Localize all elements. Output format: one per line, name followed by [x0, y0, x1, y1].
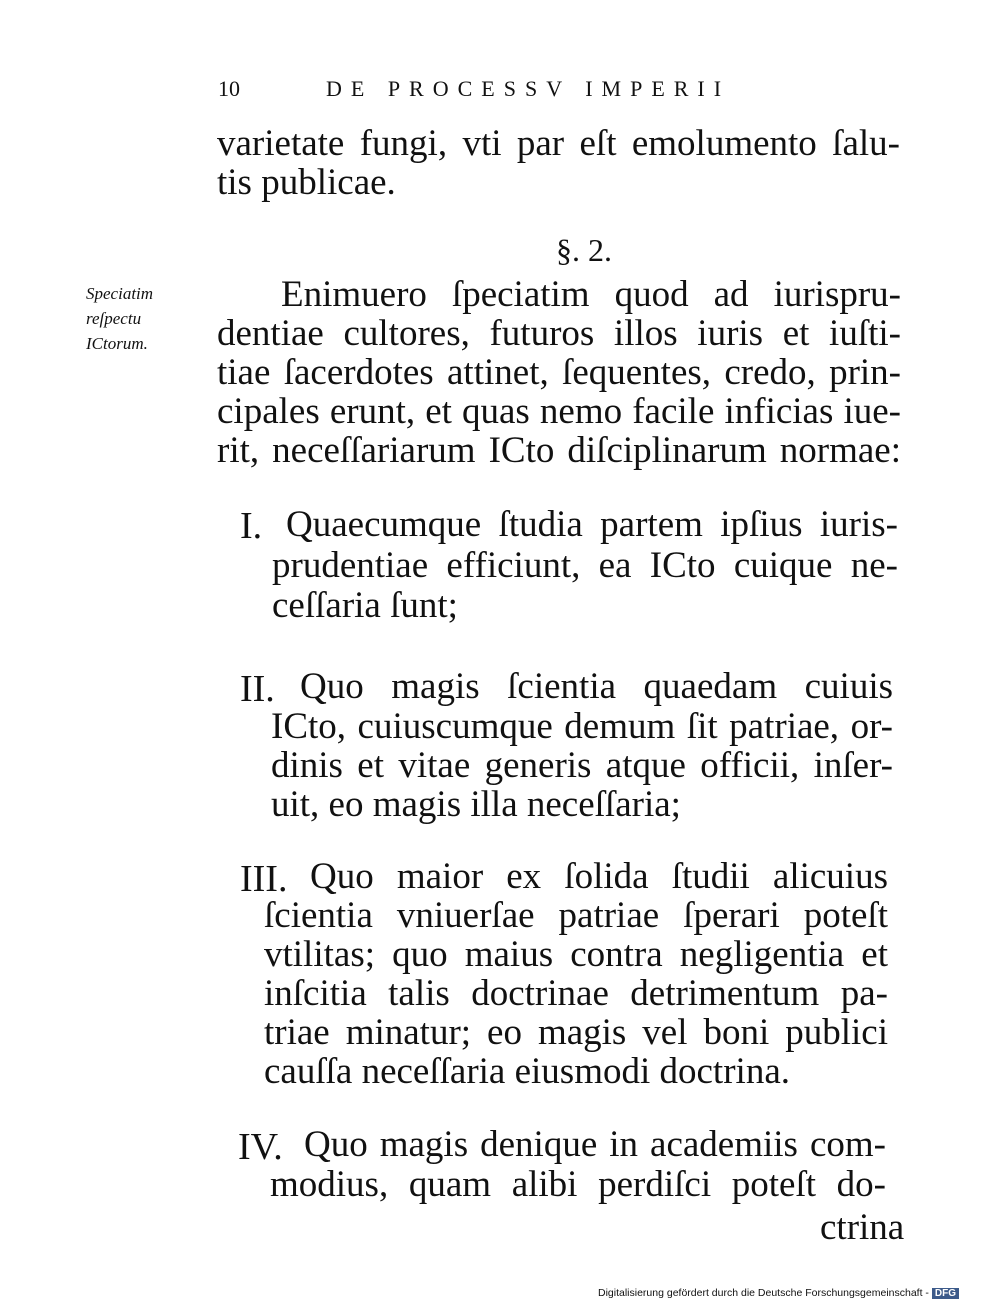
item-line: Quo magis ſcientia quaedam cuiuis — [300, 666, 893, 707]
running-title: DE PROCESSV IMPERII — [326, 76, 731, 101]
catchword: ctrina — [820, 1207, 905, 1248]
item-line: inſcitia talis doctrinae detrimentum pa- — [264, 973, 888, 1014]
item-line: modius, quam alibi perdiſci poteſt do- — [270, 1164, 886, 1205]
item-line: ſcientia vniuerſae patriae ſperari poteſt — [264, 895, 888, 936]
item-line: Quo maior ex ſolida ſtudii alicuius — [310, 856, 888, 897]
item-line: ICto, cuiuscumque demum ſit patriae, or- — [271, 706, 893, 747]
intro-line: varietate fungi, vti par eſt emolumento ſalu- — [217, 123, 900, 164]
item-line: cauſſa neceſſaria eiusmodi doctrina. — [264, 1051, 790, 1092]
item-line: vtilitas; quo maius contra negligentia et — [264, 934, 888, 975]
intro-line: tis publicae. — [217, 162, 396, 203]
section-mark: §. 2. — [556, 232, 612, 268]
item-line: prudentiae efficiunt, ea ICto cuique ne- — [272, 545, 898, 586]
paragraph-line: rit, neceſſariarum ICto diſciplinarum normae: — [217, 430, 901, 471]
marginal-note-line: ICtorum. — [86, 334, 148, 353]
running-header — [218, 76, 818, 106]
item-numeral: I. — [240, 505, 263, 547]
digitization-credit — [598, 1287, 959, 1299]
paragraph-line: tiae ſacerdotes attinet, ſequentes, credo, prin- — [217, 352, 901, 393]
item-line: ceſſaria ſunt; — [272, 585, 458, 626]
paragraph-line: dentiae cultores, futuros illos iuris et iuſti- — [217, 313, 901, 354]
item-line: Quaecumque ſtudia partem ipſius iuris- — [286, 504, 898, 545]
page-number: 10 — [218, 76, 240, 101]
marginal-note-line: reſpectu — [86, 309, 142, 328]
dfg-logo: DFG — [932, 1288, 959, 1299]
paragraph-line: cipales erunt, et quas nemo facile inficias iue- — [217, 391, 901, 432]
item-numeral: II. — [240, 668, 275, 710]
item-numeral: III. — [240, 858, 288, 900]
item-numeral: IV. — [238, 1126, 283, 1168]
item-line: Quo magis denique in academiis com- — [304, 1124, 886, 1165]
item-line: uit, eo magis illa neceſſaria; — [271, 784, 681, 825]
credit-text: Digitalisierung gefördert durch die Deutsche Forschungsgemeinschaft - — [598, 1287, 929, 1299]
paragraph-line: Enimuero ſpeciatim quod ad iurispru- — [281, 274, 901, 315]
item-line: dinis et vitae generis atque officii, inſer- — [271, 745, 893, 786]
item-line: triae minatur; eo magis vel boni publici — [264, 1012, 888, 1053]
marginal-note-line: Speciatim — [86, 284, 154, 303]
